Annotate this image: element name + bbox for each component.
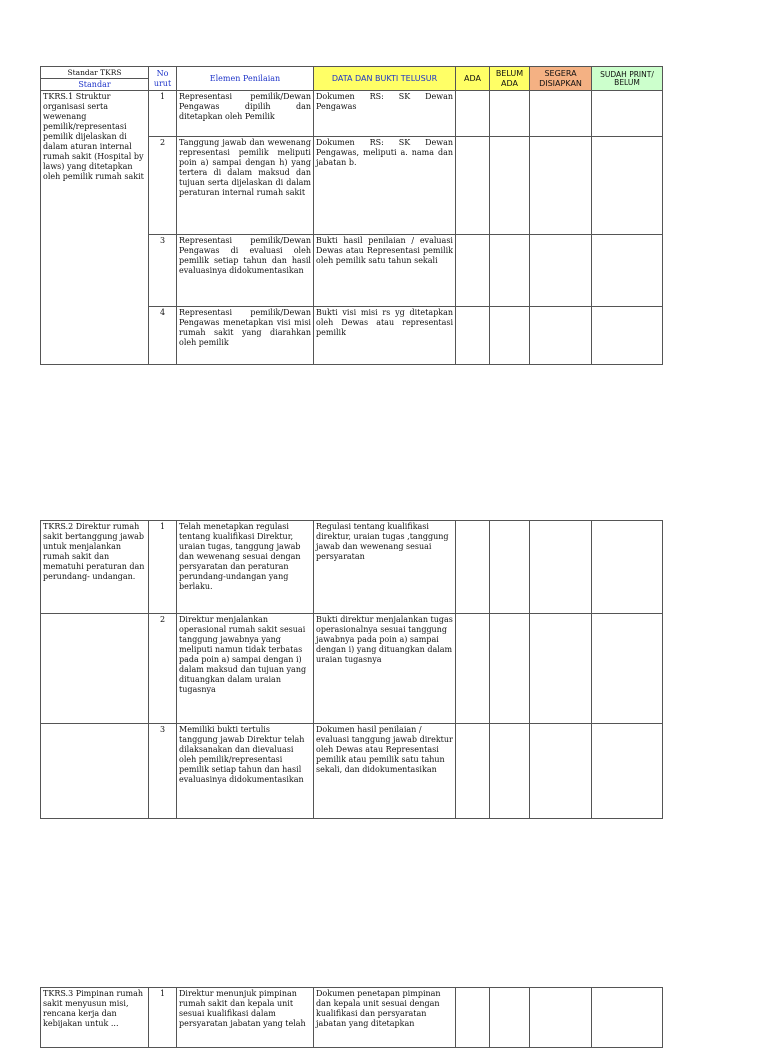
- cell-sudah: [592, 724, 663, 819]
- row-no: 4: [149, 307, 177, 365]
- cell-ada: [456, 307, 490, 365]
- row-bukti: Bukti visi misi rs yg ditetapkan oleh Dewas atau representasi pemilik: [314, 307, 456, 365]
- header-sudah-print: SUDAH PRINT/ BELUM: [592, 67, 663, 91]
- row-elemen: Representasi pemilik/Dewan Pengawas menetapkan visi misi rumah sakit yang diarahkan oleh pemilik: [177, 307, 314, 365]
- row-elemen: Memiliki bukti tertulis tanggung jawab Direktur telah dilaksanakan dan dievaluasi oleh pemilik/representasi pemilik setiap tahun dan hasil evaluasinya didokumentasikan: [177, 724, 314, 819]
- row-no: 2: [149, 614, 177, 724]
- row-elemen: Representasi pemilik/Dewan Pengawas di evaluasi oleh pemilik setiap tahun dan hasil evaluasinya didokumentasikan: [177, 235, 314, 307]
- cell-sudah: [592, 307, 663, 365]
- cell-ada: [456, 724, 490, 819]
- header-elemen-penilaian: Elemen Penilaian: [177, 67, 314, 91]
- cell-belum-ada: [490, 307, 530, 365]
- row-elemen: Direktur menjalankan operasional rumah sakit sesuai tanggung jawabnya yang meliputi namun tidak terbatas pada poin a) sampai dengan i) dalam maksud dan tujuan yang dituangkan dalam uraian tugasnya: [177, 614, 314, 724]
- cell-sudah: [592, 235, 663, 307]
- header-belum-ada: BELUM ADA: [490, 67, 530, 91]
- cell-ada: [456, 988, 490, 1048]
- row-no: 2: [149, 137, 177, 235]
- cell-belum-ada: [490, 521, 530, 614]
- table-tkrs-2: [40, 520, 663, 819]
- header-data-bukti: DATA DAN BUKTI TELUSUR: [314, 67, 456, 91]
- cell-belum-ada: [490, 614, 530, 724]
- cell-ada: [456, 614, 490, 724]
- table-tkrs-1: [40, 66, 663, 365]
- cell-segera: [530, 91, 592, 137]
- row-bukti: Dokumen penetapan pimpinan dan kepala unit sesuai dengan kualifikasi dan persyaratan jabatan yang ditetapkan: [314, 988, 456, 1048]
- cell-segera: [530, 614, 592, 724]
- row-bukti: Bukti direktur menjalankan tugas operasionalnya sesuai tanggung jawabnya pada poin a) sampai dengan i) yang dituangkan dalam uraian tugasnya: [314, 614, 456, 724]
- row-bukti: Bukti hasil penilaian / evaluasi Dewas atau Representasi pemilik oleh pemilik satu tahun sekali: [314, 235, 456, 307]
- cell-segera: [530, 137, 592, 235]
- cell-belum-ada: [490, 988, 530, 1048]
- cell-sudah: [592, 988, 663, 1048]
- row-bukti: Dokumen RS: SK Dewan Pengawas, meliputi a. nama dan jabatan b.: [314, 137, 456, 235]
- standard-tkrs3: TKRS.3 Pimpinan rumah sakit menyusun misi, rencana kerja dan kebijakan untuk ...: [41, 988, 149, 1048]
- cell-sudah: [592, 91, 663, 137]
- row-no: 3: [149, 235, 177, 307]
- row-elemen: Direktur menunjuk pimpinan rumah sakit dan kepala unit sesuai kualifikasi dalam persyaratan jabatan yang telah: [177, 988, 314, 1048]
- standard-empty: [41, 724, 149, 819]
- cell-belum-ada: [490, 137, 530, 235]
- cell-ada: [456, 235, 490, 307]
- row-elemen: Representasi pemilik/Dewan Pengawas dipilih dan ditetapkan oleh Pemilik: [177, 91, 314, 137]
- cell-sudah: [592, 614, 663, 724]
- row-no: 1: [149, 521, 177, 614]
- row-bukti: Dokumen RS: SK Dewan Pengawas: [314, 91, 456, 137]
- cell-ada: [456, 137, 490, 235]
- cell-segera: [530, 235, 592, 307]
- cell-segera: [530, 724, 592, 819]
- row-elemen: Telah menetapkan regulasi tentang kualifikasi Direktur, uraian tugas, tanggung jawab dan wewenang sesuai dengan persyaratan dan peraturan perundang-undangan yang berlaku.: [177, 521, 314, 614]
- header-segera: SEGERA DISIAPKAN: [530, 67, 592, 91]
- row-no: 1: [149, 91, 177, 137]
- cell-ada: [456, 91, 490, 137]
- cell-segera: [530, 521, 592, 614]
- cell-belum-ada: [490, 235, 530, 307]
- cell-segera: [530, 307, 592, 365]
- row-bukti: Regulasi tentang kualifikasi direktur, uraian tugas ,tanggung jawab dan wewenang sesuai persyaratan: [314, 521, 456, 614]
- standard-tkrs1: TKRS.1 Struktur organisasi serta wewenang pemilik/representasi pemilik dijelaskan di dalam aturan internal rumah sakit (Hospital by laws) yang ditetapkan oleh pemilik rumah sakit: [41, 91, 149, 365]
- header-no-urut: No urut: [149, 67, 177, 91]
- cell-belum-ada: [490, 724, 530, 819]
- row-elemen: Tanggung jawab dan wewenang representasi pemilik meliputi poin a) sampai dengan h) yang tertera di dalam maksud dan tujuan serta dijelaskan di dalam peraturan internal rumah sakit: [177, 137, 314, 235]
- table-tkrs-3: [40, 987, 663, 1048]
- row-bukti: Dokumen hasil penilaian / evaluasi tanggung jawab direktur oleh Dewas atau Representasi pemilik atau pemilik satu tahun sekali, dan didokumentasikan: [314, 724, 456, 819]
- cell-belum-ada: [490, 91, 530, 137]
- cell-ada: [456, 521, 490, 614]
- header-standar: Standar: [41, 79, 149, 91]
- row-no: 1: [149, 988, 177, 1048]
- cell-sudah: [592, 521, 663, 614]
- row-no: 3: [149, 724, 177, 819]
- cell-segera: [530, 988, 592, 1048]
- cell-sudah: [592, 137, 663, 235]
- header-ada: ADA: [456, 67, 490, 91]
- standard-empty: [41, 614, 149, 724]
- standard-tkrs2: TKRS.2 Direktur rumah sakit bertanggung jawab untuk menjalankan rumah sakit dan mematuhi peraturan dan perundang- undangan.: [41, 521, 149, 614]
- header-standar-tkrs: Standar TKRS: [41, 67, 149, 79]
